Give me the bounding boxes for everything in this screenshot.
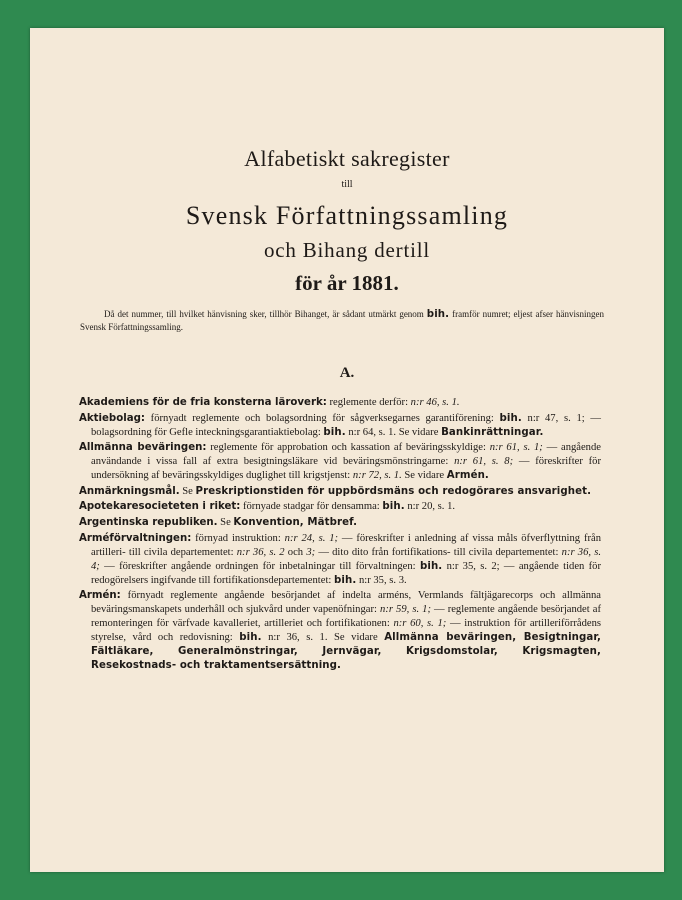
document-page — [30, 28, 664, 872]
entry-ref: n:r 24, s. 1; — [284, 532, 339, 544]
entry-text: Se — [179, 485, 196, 497]
entry-ref: n:r 46, s. 1. — [410, 397, 460, 408]
title-year: för år 1881. — [295, 271, 399, 295]
entry-head: Akademiens för de fria konsterna läroverk: — [79, 397, 327, 408]
entry-armeforvaltningen — [79, 532, 601, 588]
entry-text: förnyad instruktion: — [191, 532, 285, 544]
entry-bold: bih. — [239, 632, 262, 644]
entry-text: — dito dito från fortifikations- till civila departementet: — [315, 546, 562, 558]
entry-text: n:r 36, s. 1. Se vidare — [261, 632, 385, 644]
entry-ref: n:r 36, s. 4; — [91, 546, 602, 572]
entry-allmanna-bevaringen — [79, 441, 601, 483]
entry-ref: n:r 36, s. 2 — [236, 546, 285, 558]
entry-list — [79, 396, 601, 675]
entry-head: Apotekaresocieteten i riket: — [79, 501, 241, 513]
entry-see-also: Preskriptionstiden för uppbördsmäns och redogörares ansvarighet. — [195, 485, 592, 497]
entry-text: n:r 47, s. 1; — bolagsordning för Gefle inteckningsgarantiaktiebolag: — [91, 412, 601, 438]
entry-ref: n:r 60, s. 1; — [393, 618, 447, 630]
entry-text: förnyadt reglemente och bolagsordning för sågverksegarnes garantiförening: — [144, 412, 500, 424]
entry-text: förnyadt reglemente angående besörjandet af indelta arméns, Vermlands fältjägarecorps och allmänna beväringsmanskapets underhåll och sjukvård under vapenöfningar: — [91, 590, 601, 616]
entry-text: reglemente för approbation och kassation af beväringsskyldige: — [206, 442, 490, 454]
entry-text: — instruktion för artilleriförrådens styrelse, vård och redovisning: — [91, 618, 602, 644]
title-line-3: Svensk Författningssamling — [185, 201, 509, 230]
entry-text: Se vidare — [401, 470, 447, 482]
entry-text: n:r 20, s. 1. — [404, 501, 456, 513]
entry-bold: bih. — [334, 574, 357, 586]
reference-note — [80, 308, 604, 333]
title-line-2: till — [341, 179, 353, 190]
entry-ref: 3; — [306, 546, 316, 558]
entry-text: och — [284, 546, 307, 558]
entry-bold: bih. — [323, 426, 346, 438]
entry-text: — föreskrifter i anledning af vissa måls öfverflyttning från artilleri- till civila departementet: — [91, 532, 602, 558]
entry-text: — angående användande i vissa fall af extra besigtningsläkare vid beväringsmönstringarne: — [91, 442, 601, 468]
entry-text: förnyade stadgar för densamma: — [240, 501, 383, 513]
entry-text: reglemente derför: — [326, 397, 411, 408]
note-text-2: framför numret; eljest afser hänvisningen Svensk Författningssamling. — [80, 309, 604, 332]
entry-head: Anmärkningsmål. — [79, 485, 180, 497]
entry-text: — föreskrifter angående ordningen för inbetalningar till förvaltningen: — [99, 560, 420, 572]
entry-akademiens — [79, 396, 601, 410]
entry-head: Allmänna beväringen: — [79, 442, 207, 454]
entry-armen — [79, 589, 601, 673]
entry-bold: bih. — [419, 560, 443, 572]
entry-text: n:r 35, s. 3. — [356, 574, 407, 586]
entry-head: Aktiebolag: — [79, 412, 145, 424]
entry-ref: n:r 72, s. 1. — [352, 470, 402, 482]
entry-anmarkningsmal — [79, 485, 601, 499]
entry-argentinska-republiken — [79, 516, 601, 530]
entry-aktiebolag — [79, 412, 601, 440]
section-letter: A. — [339, 365, 355, 381]
entry-ref: n:r 61, s. 8; — [454, 456, 514, 468]
entry-ref: n:r 59, s. 1; — [380, 604, 431, 616]
entry-head: Argentinska republiken. — [79, 516, 218, 528]
entry-see-also: Konvention, Mätbref. — [233, 516, 358, 528]
entry-text: n:r 64, s. 1. Se vidare — [345, 426, 442, 438]
entry-see-also: Bankinrättningar. — [441, 426, 544, 438]
entry-text: — föreskrifter för undersökning af beväringsskyldiges duglighet till krigstjenst: — [91, 456, 601, 482]
entry-text: n:r 35, s. 2; — angående tiden för redogörelsers ingifvande till fortifikationsdepartementet: — [91, 560, 601, 586]
title-line-1: Alfabetiskt sakregister — [244, 146, 450, 171]
title-line-4: och Bihang dertill — [263, 238, 431, 262]
note-text-1: Då det nummer, till hvilket hänvisning sker, tillhör Bihanget, är sådant utmärkt genom — [104, 309, 427, 319]
entry-text: Se — [217, 516, 234, 528]
entry-apotekaresocieteten — [79, 500, 601, 514]
entry-ref: n:r 61, s. 1; — [489, 442, 543, 454]
entry-text: — reglemente angående besörjandet af remonteringen för värfvade kavalleriet, artilleriet och fortifikationen: — [91, 604, 601, 630]
entry-see-also: Allmänna beväringen, Besigtningar, Fältläkare, Generalmönstringar, Jernvägar, Krigsdomstolar, Krigsmagten, Resekostnads- och traktamentsersättning. — [91, 632, 601, 672]
note-bih: bih. — [426, 309, 450, 320]
entry-head: Armén: — [79, 590, 121, 602]
entry-head: Arméförvaltningen: — [79, 532, 192, 544]
entry-bold: bih. — [499, 412, 522, 424]
entry-see-also: Armén. — [446, 470, 489, 482]
entry-bold: bih. — [382, 501, 405, 513]
